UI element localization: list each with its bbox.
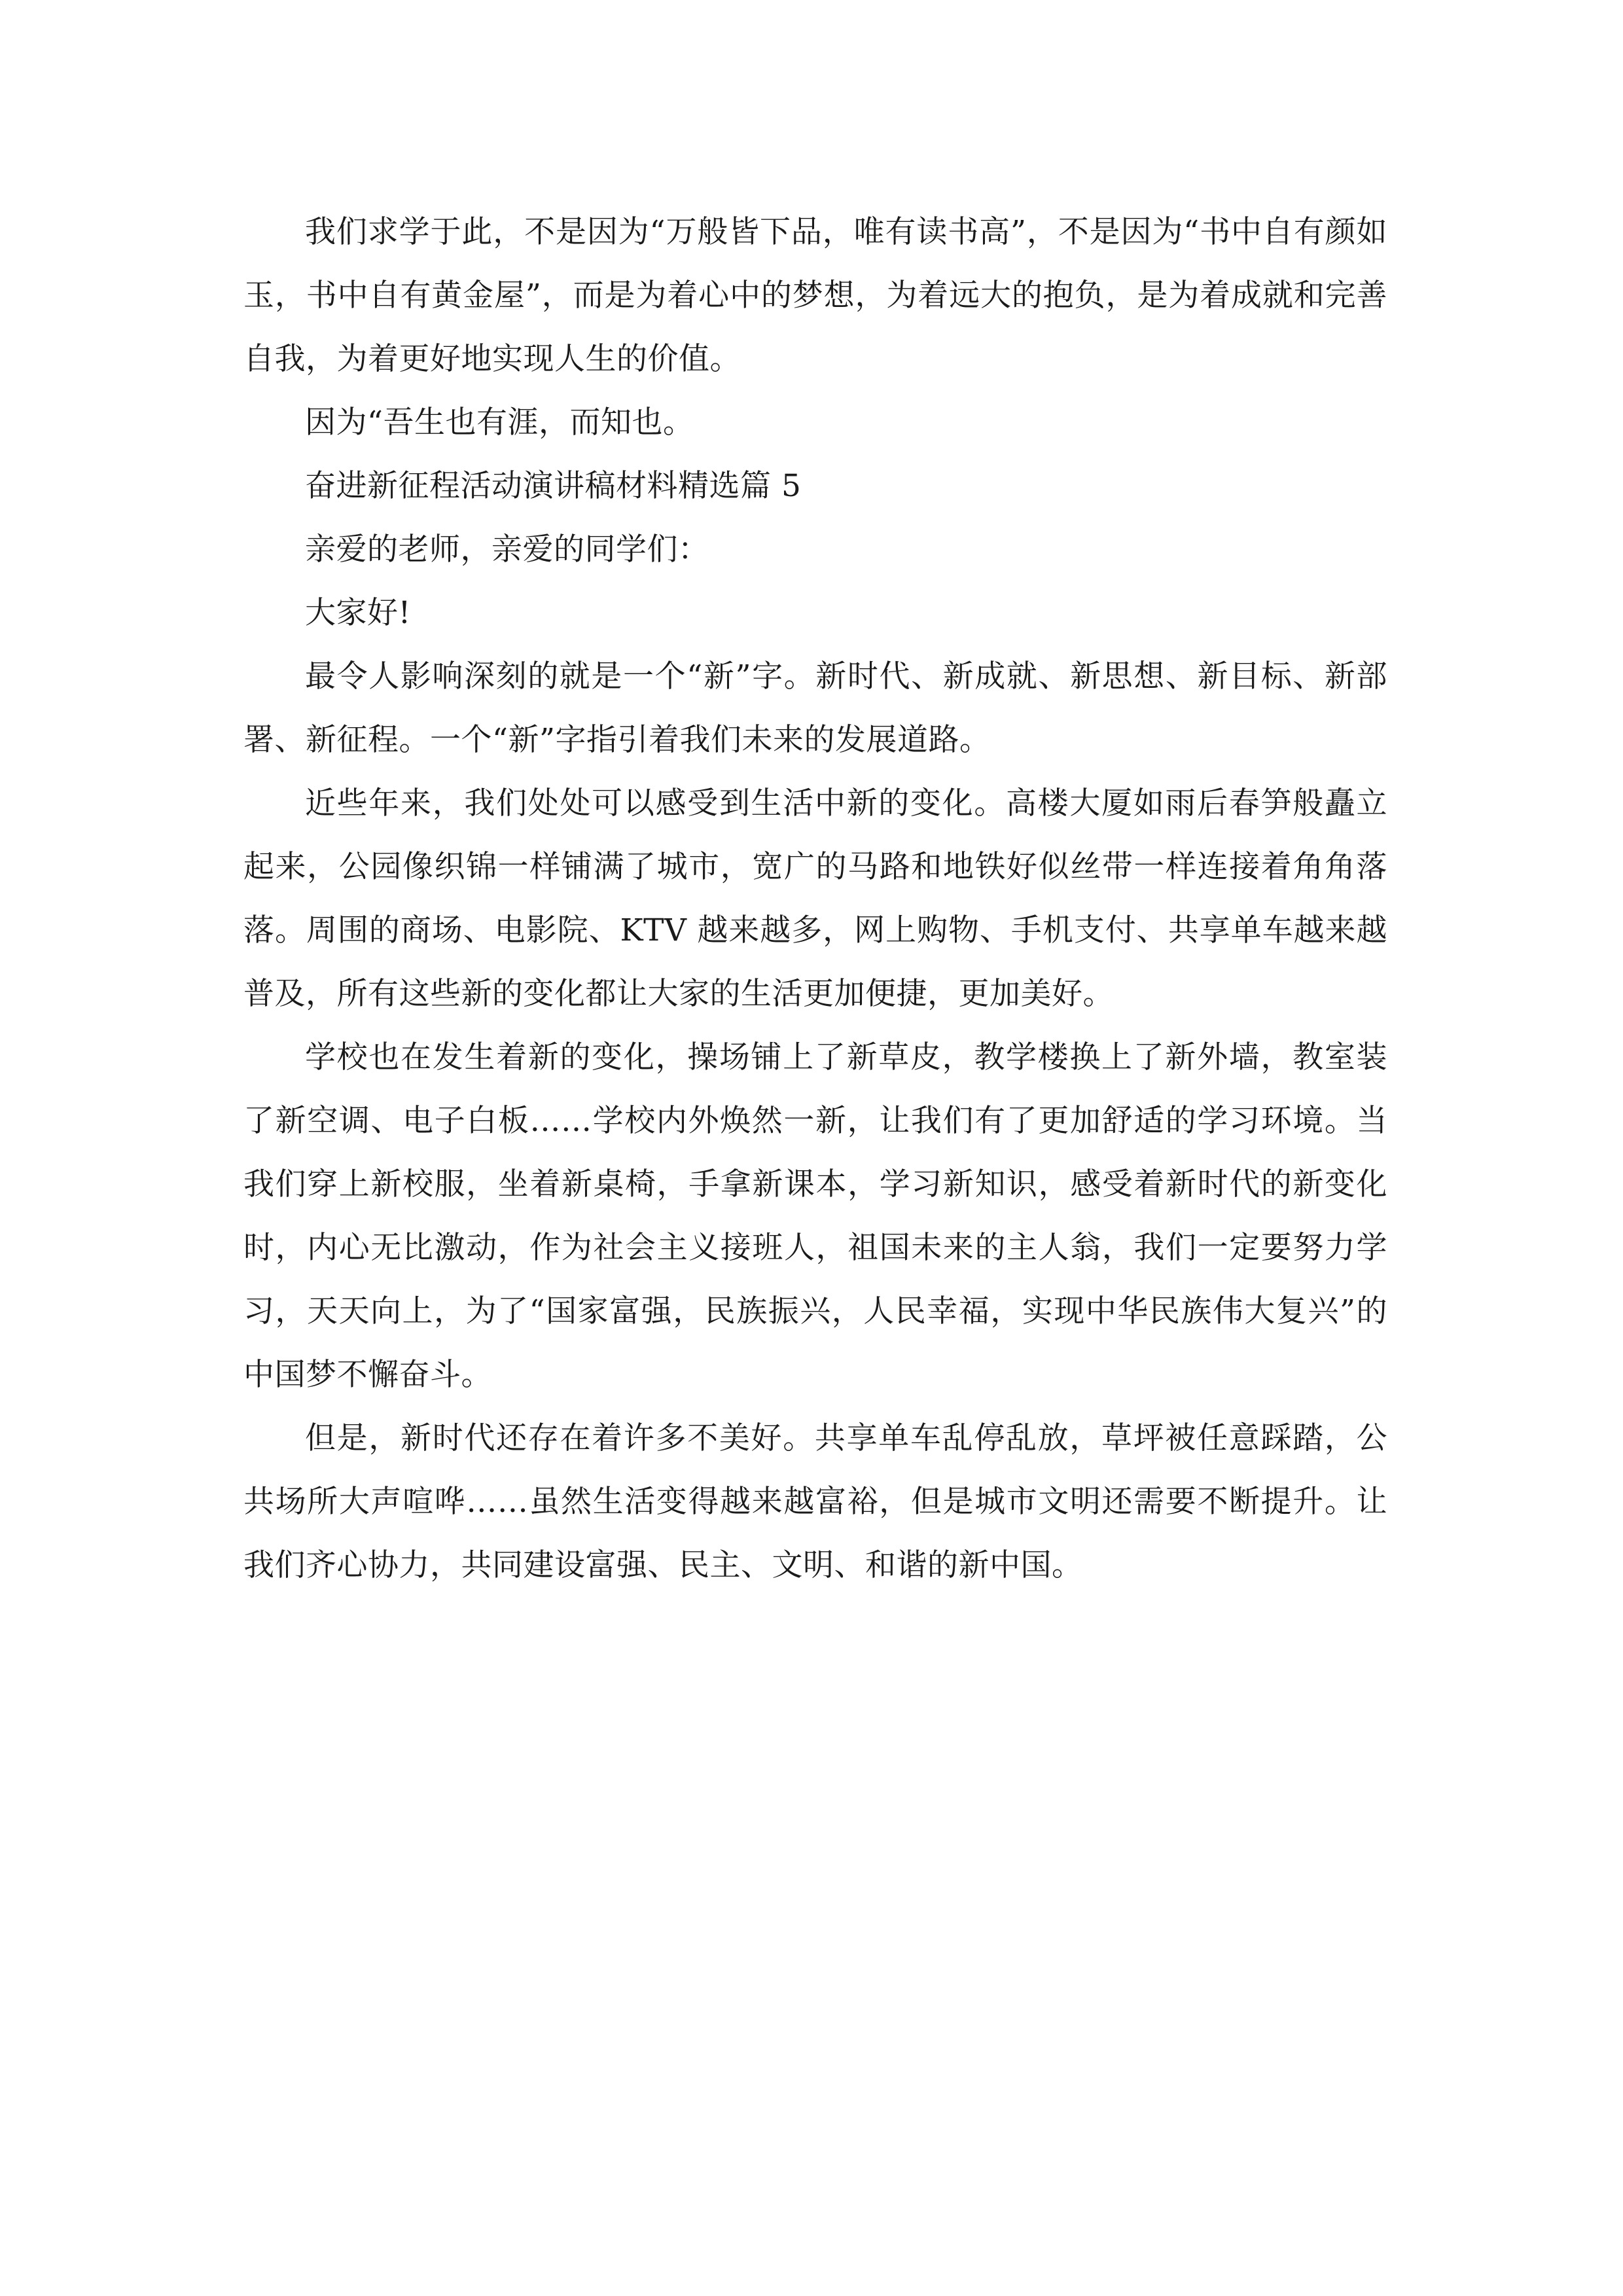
paragraph-new-character: 最令人影响深刻的就是一个“新”字。新时代、新成就、新思想、新目标、新部署、新征程。一个“新”字指引着我们未来的发展道路。 xyxy=(243,658,1387,758)
paragraph-study-purpose: 我们求学于此，不是因为“万般皆下品，唯有读书高”，不是因为“书中自有颜如玉，书中自有黄金屋”，而是为着心中的梦想，为着远大的抱负，是为着成就和完善自我，为着更好地实现人生的价值。 xyxy=(243,214,1387,377)
section-title: 奋进新征程活动演讲稿材料精选篇 5 xyxy=(305,468,802,504)
document-body xyxy=(243,200,1387,1597)
salutation: 亲爱的老师，亲爱的同学们： xyxy=(305,531,709,567)
paragraph-school-changes: 学校也在发生着新的变化，操场铺上了新草皮，教学楼换上了新外墙，教室装了新空调、电子白板……学校内外焕然一新，让我们有了更加舒适的学习环境。当我们穿上新校服，坐着新桌椅，手拿新课本，学习新知识，感受着新时代的新变化时，内心无比激动，作为社会主义接班人，祖国未来的主人翁，我们一定要努力学习，天天向上，为了“国家富强，民族振兴，人民幸福，实现中华民族伟大复兴”的中国梦不懈奋斗。 xyxy=(243,1039,1387,1393)
paragraph-life-limit-quote: 因为“吾生也有涯，而知也。 xyxy=(305,404,694,440)
greeting: 大家好! xyxy=(305,595,411,631)
paragraph-city-changes: 近些年来，我们处处可以感受到生活中新的变化。高楼大厦如雨后春笋般矗立起来，公园像织锦一样铺满了城市，宽广的马路和地铁好似丝带一样连接着角角落落。周围的商场、电影院、KTV 越来越多，网上购物、手机支付、共享单车越来越普及，所有这些新的变化都让大家的生活更加便捷，更加美好。 xyxy=(243,785,1387,1012)
paragraph-civility-call: 但是，新时代还存在着许多不美好。共享单车乱停乱放，草坪被任意踩踏，公共场所大声喧哗……虽然生活变得越来越富裕，但是城市文明还需要不断提升。让我们齐心协力，共同建设富强、民主、文明、和谐的新中国。 xyxy=(243,1420,1387,1583)
